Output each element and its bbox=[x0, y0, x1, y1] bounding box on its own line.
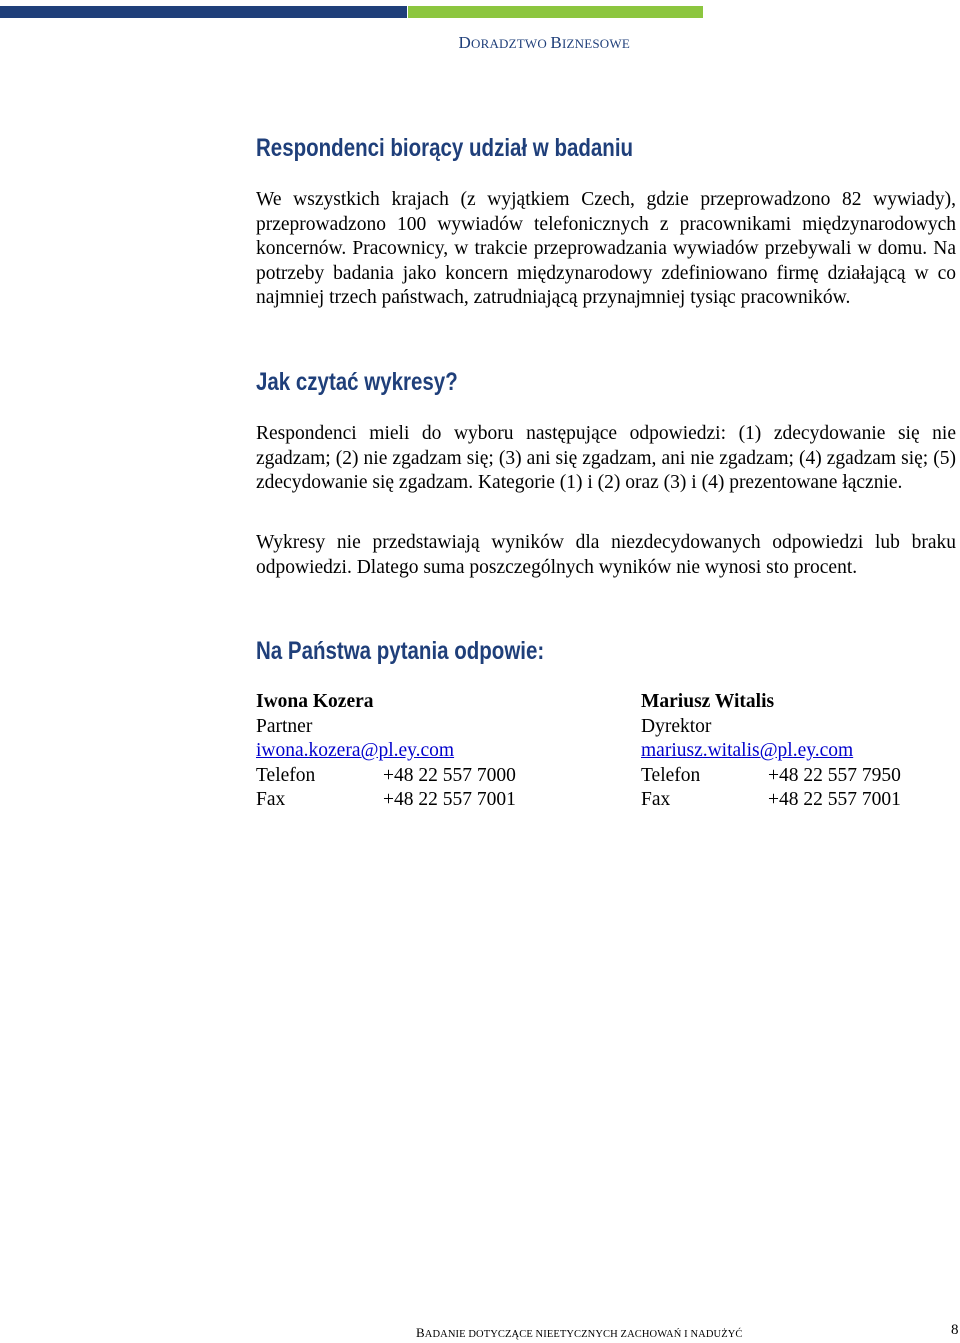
page-number: 8 bbox=[951, 1322, 959, 1338]
contact-card bbox=[256, 690, 586, 813]
contact-email-link[interactable]: mariusz.witalis@pl.ey.com bbox=[641, 740, 854, 761]
phone-number: +48 22 557 7950 bbox=[768, 764, 901, 786]
phone-label: Telefon bbox=[641, 764, 701, 786]
contact-phone-row bbox=[256, 764, 586, 789]
contact-email-link[interactable]: iwona.kozera@pl.ey.com bbox=[256, 740, 455, 761]
contact-card bbox=[641, 690, 960, 813]
contact-name: Iwona Kozera bbox=[256, 691, 374, 712]
respondents-paragraph: We wszystkich krajach (z wyjątkiem Czech, gdzie przeprowadzono 82 wywiady), przeprowadzono 100 wywiadów telefonicznych z pracownikami międzynarodowych koncernów. Pracownicy, w trakcie przeprowadzania wywiadów przebywali w domu. Na potrzeby badania jako koncern międzynarodowy zdefiniowano firmę działającą w co najmniej trzech państwach, zatrudniającą przynajmniej tysiąc pracowników. bbox=[256, 189, 956, 308]
contact-fax-row bbox=[641, 788, 960, 813]
section-heading-contacts: Na Państwa pytania odpowie: bbox=[256, 637, 545, 665]
answers-paragraph: Respondenci mieli do wyboru następujące odpowiedzi: (1) zdecydowanie się nie zgadzam; (2) nie zgadzam się; (3) ani się zgadzam, ani nie zgadzam; (4) zgadzam się; (5) zdecydowanie się zgadzam. Kategorie (1) i (2) oraz (3) i (4) prezentowane łącznie. bbox=[256, 423, 956, 493]
contact-name: Mariusz Witalis bbox=[641, 691, 775, 712]
contact-fax-row bbox=[256, 788, 586, 813]
fax-number: +48 22 557 7001 bbox=[768, 789, 901, 810]
section-heading-respondents: Respondenci biorący udział w badaniu bbox=[256, 134, 634, 162]
header-bar-blue bbox=[0, 6, 407, 18]
phone-number: +48 22 557 7000 bbox=[383, 764, 516, 786]
fax-label: Fax bbox=[641, 789, 671, 810]
footer-title: BADANIE DOTYCZĄCE NIEETYCZNYCH ZACHOWAŃ I NADUŻYĆ bbox=[416, 1325, 743, 1340]
phone-label: Telefon bbox=[256, 764, 316, 786]
header-bar-green bbox=[408, 6, 703, 18]
contact-phone-row bbox=[641, 764, 960, 789]
fax-number: +48 22 557 7001 bbox=[383, 789, 516, 810]
section-heading-how-to-read: Jak czytać wykresy? bbox=[256, 368, 458, 396]
running-head: DORADZTWO BIZNESOWE bbox=[458, 33, 630, 52]
contact-role: Partner bbox=[256, 715, 313, 737]
fax-label: Fax bbox=[256, 789, 286, 810]
contact-role: Dyrektor bbox=[641, 715, 712, 737]
missing-answers-paragraph: Wykresy nie przedstawiają wyników dla niezdecydowanych odpowiedzi lub braku odpowiedzi. Dlatego suma poszczególnych wyników nie wynosi sto procent. bbox=[256, 532, 956, 578]
